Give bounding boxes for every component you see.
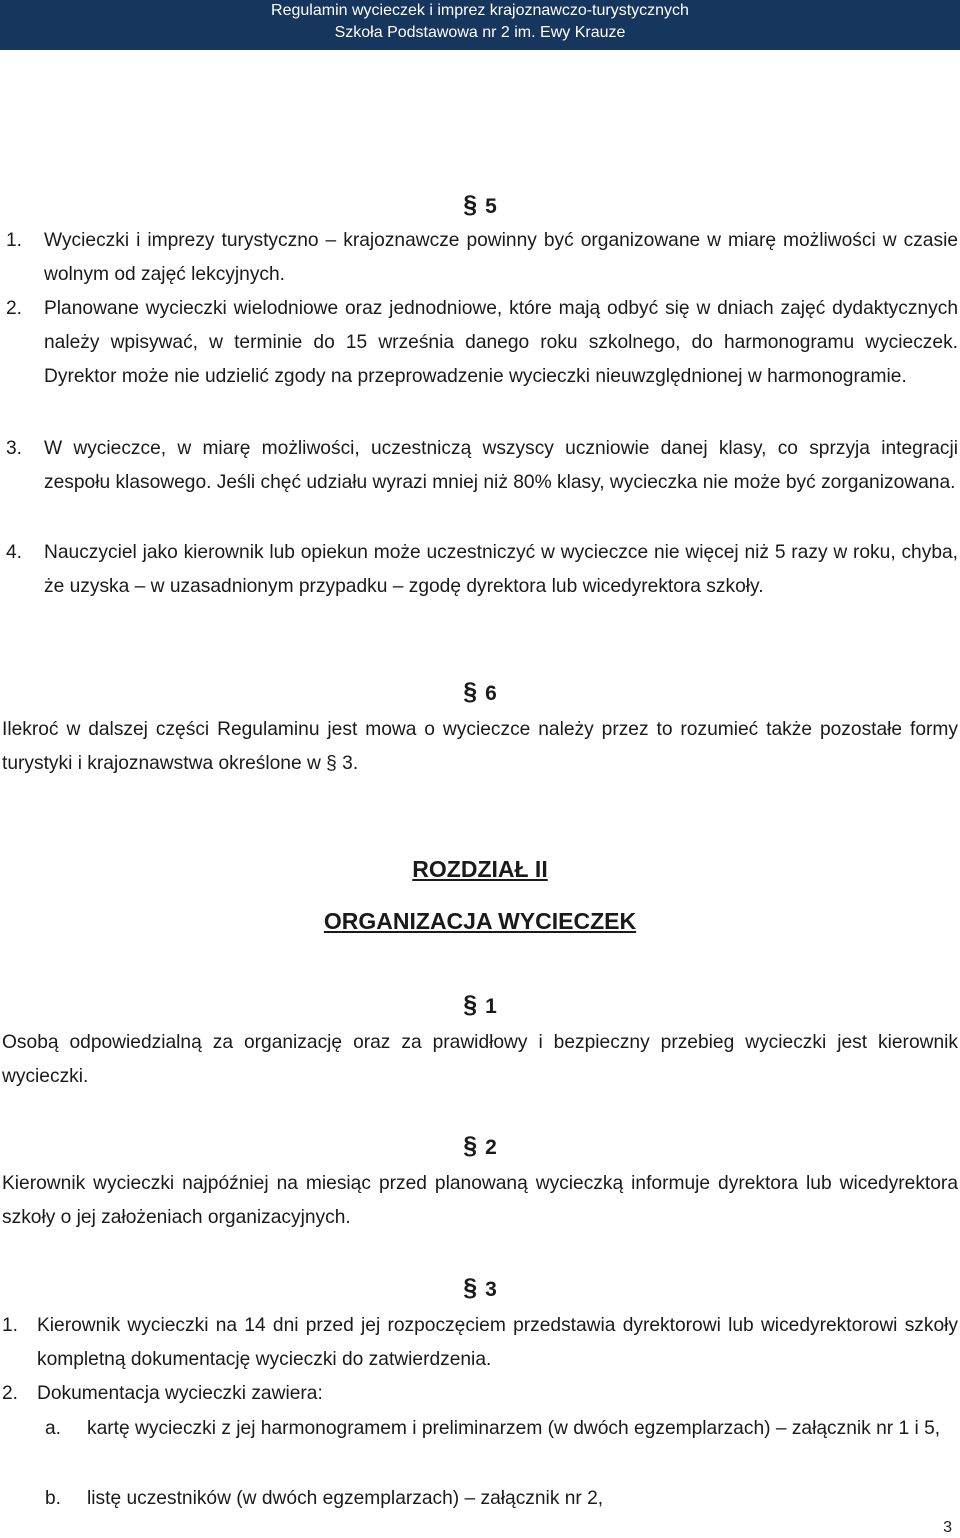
list-item-number: 1. — [6, 230, 23, 251]
section-number: 1 — [485, 995, 497, 1018]
sub-list-item — [45, 1482, 958, 1516]
sub-list-item-text: listę uczestników (w dwóch egzemplarzach) – załącznik nr 2, — [87, 1488, 604, 1509]
header-school: Szkoła Podstawowa nr 2 im. Ewy Krauze — [334, 24, 626, 41]
list-item-number: 2. — [6, 298, 23, 319]
section-number: 6 — [485, 682, 497, 705]
section-heading-2 — [0, 1131, 960, 1163]
section-heading-1 — [0, 990, 960, 1022]
sub-list-item-text: kartę wycieczki z jej harmonogramem i preliminarzem (w dwóch egzemplarzach) – załącznik nr 1 i 5, — [87, 1418, 941, 1439]
section-heading-5 — [0, 190, 960, 222]
section-number: 3 — [485, 1278, 497, 1301]
section-symbol: § — [463, 191, 478, 219]
sub-list-item — [45, 1412, 958, 1480]
list-item-text: Nauczyciel jako kierownik lub opiekun może uczestniczyć w wycieczce nie więcej niż 5 razy w roku, chyba, że uzyska – w uzasadnionym przypadku – zgodę dyrektora lub wicedyrektora szkoły. — [44, 542, 958, 597]
list-item-text: Dokumentacja wycieczki zawiera: — [37, 1383, 323, 1404]
list-item-text: Kierownik wycieczki na 14 dni przed jej rozpoczęciem przedstawia dyrektorowi lub wicedyrektorowi szkoły kompletną dokumentację wycieczki do zatwierdzenia. — [37, 1315, 958, 1370]
section-symbol: § — [463, 991, 478, 1019]
list-item-number: 4. — [6, 542, 23, 563]
chapter-subtitle: ORGANIZACJA WYCIECZEK — [323, 908, 637, 934]
sub-list-item-letter: a. — [45, 1418, 62, 1439]
chapter-title: ROZDZIAŁ II — [412, 856, 548, 882]
list-item — [6, 536, 958, 638]
list-item-number: 1. — [2, 1315, 19, 1336]
sub-list-item-letter: b. — [45, 1488, 62, 1509]
section-number: 2 — [485, 1136, 497, 1159]
paragraph: Osobą odpowiedzialną za organizację oraz za prawidłowy i bezpieczny przebieg wycieczki jest kierownik wycieczki. — [2, 1032, 958, 1087]
section-number: 5 — [485, 195, 497, 218]
section-symbol: § — [463, 1132, 478, 1160]
section-heading-6 — [0, 677, 960, 709]
section-symbol: § — [463, 1274, 478, 1302]
document-header — [0, 0, 960, 50]
section-heading-3 — [0, 1273, 960, 1305]
page-number: 3 — [943, 1519, 952, 1536]
list-item — [6, 224, 958, 292]
list-item — [2, 1377, 958, 1411]
list-item-number: 2. — [2, 1383, 19, 1404]
list-item-text: W wycieczce, w miarę możliwości, uczestniczą wszyscy uczniowie danej klasy, co sprzyja integracji zespołu klasowego. Jeśli chęć udziału wyrazi mniej niż 80% klasy, wycieczka nie może być zorganizowana. — [44, 438, 958, 493]
paragraph: Ilekroć w dalszej części Regulaminu jest mowa o wycieczce należy przez to rozumieć także pozostałe formy turystyki i krajoznawstwa określone w § 3. — [2, 719, 958, 774]
header-title: Regulamin wycieczek i imprez krajoznawczo-turystycznych — [271, 2, 689, 19]
list-item — [2, 1309, 958, 1377]
paragraph: Kierownik wycieczki najpóźniej na miesiąc przed planowaną wycieczką informuje dyrektora lub wicedyrektora szkoły o jej założeniach organizacyjnych. — [2, 1173, 958, 1228]
list-item — [6, 292, 958, 428]
list-item-text: Planowane wycieczki wielodniowe oraz jednodniowe, które mają odbyć się w dniach zajęć dydaktycznych należy wpisywać, w terminie do 15 września danego roku szkolnego, do harmonogramu wycieczek. Dyrektor może nie udzielić zgody na przeprowadzenie wycieczki nieuwzględnionej w harmonogramie. — [44, 298, 958, 387]
list-item-text: Wycieczki i imprezy turystyczno – krajoznawcze powinny być organizowane w miarę możliwości w czasie wolnym od zajęć lekcyjnych. — [44, 230, 958, 285]
list-item — [6, 432, 958, 534]
section-symbol: § — [463, 678, 478, 706]
list-item-number: 3. — [6, 438, 23, 459]
